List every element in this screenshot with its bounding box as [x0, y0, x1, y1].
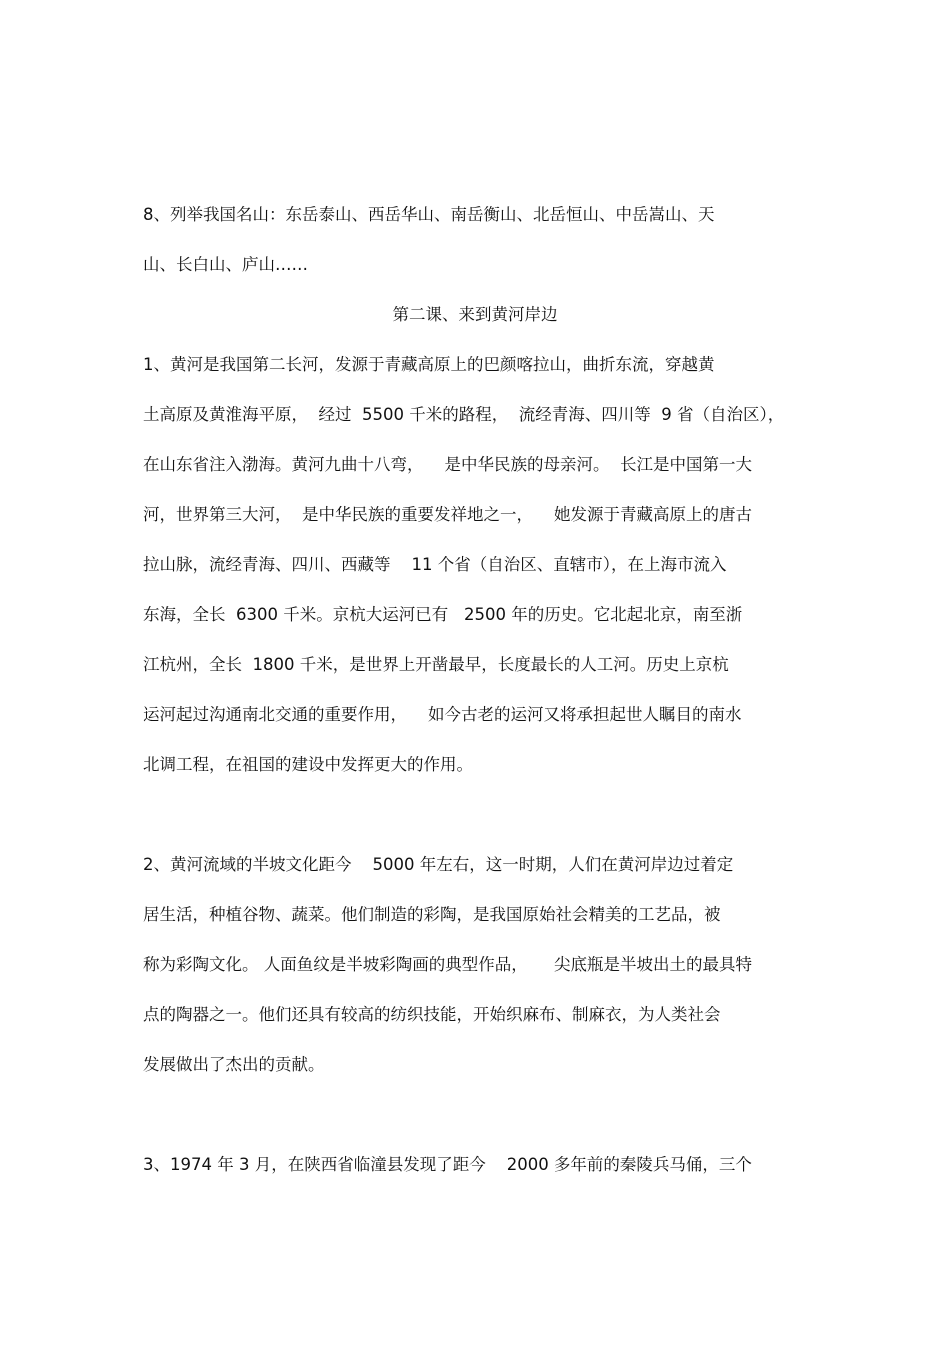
paragraph-1-line-9: 北调工程，在祖国的建设中发挥更大的作用。: [143, 755, 473, 774]
paragraph-3-line-1: 3、1974 年 3 月，在陕西省临潼县发现了距今 2000 多年前的秦陵兵马俑，三个: [143, 1155, 752, 1174]
paragraph-1-line-7: 江杭州，全长 1800 千米，是世界上开凿最早，长度最长的人工河。历史上京杭: [143, 655, 729, 674]
paragraph-2-line-4: 点的陶器之一。他们还具有较高的纺织技能，开始织麻布、制麻衣，为人类社会: [143, 1005, 721, 1024]
paragraph-1-line-5: 拉山脉，流经青海、四川、西藏等 11 个省（自治区、直辖市），在上海市流入: [143, 555, 727, 574]
paragraph-1-line-4: 河，世界第三大河， 是中华民族的重要发祥地之一， 她发源于青藏高原上的唐古: [143, 505, 752, 524]
lesson-title: 第二课、来到黄河岸边: [392, 305, 558, 324]
paragraph-1-line-8: 运河起过沟通南北交通的重要作用， 如今古老的运河又将承担起世人瞩目的南水: [143, 705, 742, 724]
paragraph-1-line-1: 1、黄河是我国第二长河，发源于青藏高原上的巴颜喀拉山，曲折东流，穿越黄: [143, 355, 715, 374]
paragraph-1-line-2: 土高原及黄淮海平原， 经过 5500 千米的路程， 流经青海、四川等 9 省（自治区），: [143, 405, 785, 424]
section-8-line-2: 山、长白山、庐山……: [143, 255, 308, 274]
paragraph-1-line-3: 在山东省注入渤海。黄河九曲十八弯， 是中华民族的母亲河。 长江是中国第一大: [143, 455, 752, 474]
paragraph-2-line-3: 称为彩陶文化。 人面鱼纹是半坡彩陶画的典型作品， 尖底瓶是半坡出土的最具特: [143, 955, 752, 974]
section-8-line-1: 8、列举我国名山：东岳泰山、西岳华山、南岳衡山、北岳恒山、中岳嵩山、天: [143, 205, 715, 224]
paragraph-2-line-2: 居生活，种植谷物、蔬菜。他们制造的彩陶，是我国原始社会精美的工艺品，被: [143, 905, 721, 924]
paragraph-1-line-6: 东海，全长 6300 千米。京杭大运河已有 2500 年的历史。它北起北京，南至浙: [143, 605, 743, 624]
paragraph-2-line-5: 发展做出了杰出的贡献。: [143, 1055, 325, 1074]
paragraph-2-line-1: 2、黄河流域的半坡文化距今 5000 年左右，这一时期，人们在黄河岸边过着定: [143, 855, 734, 874]
